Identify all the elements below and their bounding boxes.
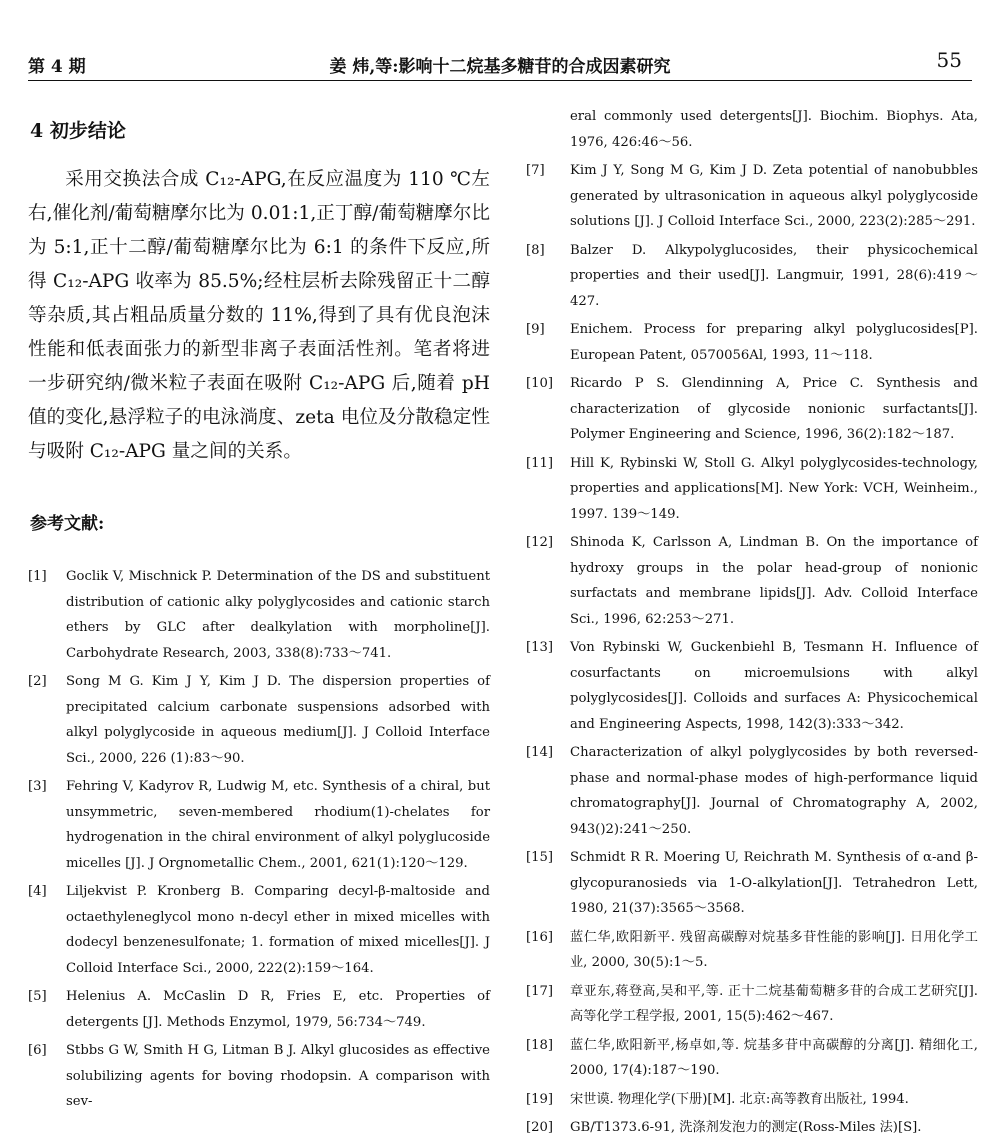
reference-text: 宋世谟. 物理化学(下册)[M]. 北京:高等教育出版社, 1994. <box>570 1091 909 1107</box>
reference-number: [12] <box>526 535 554 550</box>
reference-number: [7] <box>526 163 545 178</box>
reference-number: [16] <box>526 929 554 945</box>
reference-number: [11] <box>526 455 554 471</box>
reference-continuation <box>526 104 978 155</box>
references-title: 参考文献: <box>30 514 105 534</box>
reference-item <box>526 371 978 448</box>
reference-number: [3] <box>28 779 47 794</box>
reference-item <box>526 925 978 976</box>
reference-item <box>28 669 490 771</box>
reference-item <box>526 979 978 1030</box>
reference-text: Balzer D. Alkypolyglucosides, their physicochemical properties and their used[J]. Langmuir, 1991, 28(6):419～427. <box>570 242 978 309</box>
conclusion-paragraph: 采用交换法合成 C₁₂-APG,在反应温度为 110 ℃左右,催化剂/葡萄糖摩尔比为 0.01:1,正丁醇/葡萄糖摩尔比为 5:1,正十二醇/葡萄糖摩尔比为 6:1 的条件下反应,所得 C₁₂-APG 收率为 85.5%;经柱层析去除残留正十二醇等杂质,其占粗品质量分数的 11%,得到了具有优良泡沫性能和低表面张力的新型非离子表面活性剂。笔者将进一步研究纳/微米粒子表面在吸附 C₁₂-APG 后,随着 pH 值的变化,悬浮粒子的电泳淌度、zeta 电位及分散稳定性与吸附 C₁₂-APG 量之间的关系。 <box>28 169 490 462</box>
reference-text: GB/T1373.6-91, 洗涤剂发泡力的测定(Ross-Miles 法)[S]. <box>570 1120 922 1135</box>
reference-number: [9] <box>526 322 545 337</box>
section-title: 4 初步结论 <box>30 120 126 142</box>
reference-text: Song M G. Kim J Y, Kim J D. The dispersion properties of precipitated calcium carbonate suspensions adsorbed with alkyl polyglycoside in aqueous medium[J]. J Colloid Interface Sci., 2000, 226 (1):83～90. <box>66 674 490 766</box>
reference-number: [18] <box>526 1037 554 1053</box>
reference-number: [10] <box>526 376 554 391</box>
page-number: 55 <box>936 48 962 72</box>
left-column <box>28 115 490 1115</box>
reference-item <box>28 879 490 981</box>
reference-text: 章亚东,蒋登高,吴和平,等. 正十二烷基葡萄糖多苷的合成工艺研究[J]. 高等化学工程学报, 2001, 15(5):462～467. <box>570 983 978 1024</box>
reference-text: Schmidt R R. Moering U, Reichrath M. Synthesis of α-and β-glycopuranosieds via 1-O-alkylation[J]. Tetrahedron Lett, 1980, 21(37):3565～3568. <box>570 850 978 916</box>
reference-text: Liljekvist P. Kronberg B. Comparing decyl-β-maltoside and octaethyleneglycol mono n-decyl ether in mixed micelles with dodecyl benzenesulfonate; 1. formation of mixed micelles[J]. J Colloid Interface Sci., 2000, 222(2):159～164. <box>66 884 490 976</box>
reference-text: Fehring V, Kadyrov R, Ludwig M, etc. Synthesis of a chiral, but unsymmetric, seven-membered rhodium(1)-chelates for hydrogenation in the chiral environment of alkyl polyglucoside micelles [J]. J Orgnometallic Chem., 2001, 621(1):120～129. <box>66 779 490 871</box>
reference-number: [15] <box>526 850 554 865</box>
issue-label: 第 4 期 <box>28 57 86 77</box>
reference-number: [19] <box>526 1091 554 1107</box>
reference-number: [17] <box>526 983 554 999</box>
reference-text: 蓝仁华,欧阳新平. 残留高碳醇对烷基多苷性能的影响[J]. 日用化学工业, 2000, 30(5):1～5. <box>570 929 978 970</box>
reference-text: Von Rybinski W, Guckenbiehl B, Tesmann H. Influence of cosurfactants on microemulsions with alkyl polyglycosides[J]. Colloids and surfaces A: Physicochemical and Engineering Aspects, 1998, 142(3):333～342. <box>570 640 978 732</box>
reference-number: [1] <box>28 569 47 584</box>
reference-text: eral commonly used detergents[J]. Biochim. Biophys. Ata, 1976, 426:46～56. <box>570 109 978 150</box>
reference-item <box>526 451 978 528</box>
reference-item <box>526 238 978 315</box>
reference-text: Enichem. Process for preparing alkyl polyglucosides[P]. European Patent, 0570056Al, 1993, 11～118. <box>570 322 978 363</box>
reference-text: Goclik V, Mischnick P. Determination of the DS and substituent distribution of cationic alky polyglycosides and cationic starch ethers by GLC after dealkylation with morpholine[J]. Carbohydrate Research, 2003, 338(8):733～741. <box>66 569 490 661</box>
reference-number: [20] <box>526 1120 554 1135</box>
reference-item <box>28 984 490 1035</box>
reference-text: Characterization of alkyl polyglycosides by both reversed-phase and normal-phase modes of high-performance liquid chromatography[J]. Journal of Chromatography A, 2002, 943()2):241～250. <box>570 745 978 837</box>
reference-text: Ricardo P S. Glendinning A, Price C. Synthesis and characterization of glycoside nonionic surfactants[J]. Polymer Engineering and Science, 1996, 36(2):182～187. <box>570 376 978 442</box>
reference-text: Shinoda K, Carlsson A, Lindman B. On the importance of hydroxy groups in the polar head-group of nonionic surfactats and membrane lipids[J]. Adv. Colloid Interface Sci., 1996, 62:253～271. <box>570 535 978 627</box>
reference-item <box>526 317 978 368</box>
reference-text: Kim J Y, Song M G, Kim J D. Zeta potential of nanobubbles generated by ultrasonication in aqueous alkyl polyglycoside solutions [J]. J Colloid Interface Sci., 2000, 223(2):285～291. <box>570 163 978 229</box>
right-column <box>526 104 978 1141</box>
running-title: 姜 炜,等:影响十二烷基多糖苷的合成因素研究 <box>329 57 671 77</box>
reference-text: Hill K, Rybinski W, Stoll G. Alkyl polyglycosides-technology, properties and applications[M]. New York: VCH, Weinheim., 1997. 139～149. <box>570 455 978 522</box>
reference-number: [4] <box>28 884 47 899</box>
reference-number: [6] <box>28 1043 47 1058</box>
running-header <box>28 48 972 81</box>
reference-number: [14] <box>526 745 554 760</box>
reference-item <box>526 1033 978 1084</box>
reference-number: [8] <box>526 242 545 258</box>
reference-item <box>28 564 490 666</box>
reference-number: [2] <box>28 674 47 689</box>
reference-item <box>526 158 978 235</box>
reference-item <box>526 530 978 632</box>
reference-text: 蓝仁华,欧阳新平,杨卓如,等. 烷基多苷中高碳醇的分离[J]. 精细化工, 2000, 17(4):187～190. <box>570 1037 978 1078</box>
reference-item <box>526 845 978 922</box>
reference-item <box>526 1115 978 1141</box>
reference-item <box>526 1087 978 1113</box>
reference-item <box>526 740 978 842</box>
reference-text: Helenius A. McCaslin D R, Fries E, etc. Properties of detergents [J]. Methods Enzymol, 1979, 56:734～749. <box>66 989 490 1030</box>
reference-text: Stbbs G W, Smith H G, Litman B J. Alkyl glucosides as effective solubilizing agents for boving rhodopsin. A comparison with sev- <box>66 1043 490 1109</box>
reference-item <box>28 774 490 876</box>
reference-item <box>526 635 978 737</box>
reference-number: [13] <box>526 640 554 655</box>
reference-number: [5] <box>28 989 47 1004</box>
reference-item <box>28 1038 490 1115</box>
